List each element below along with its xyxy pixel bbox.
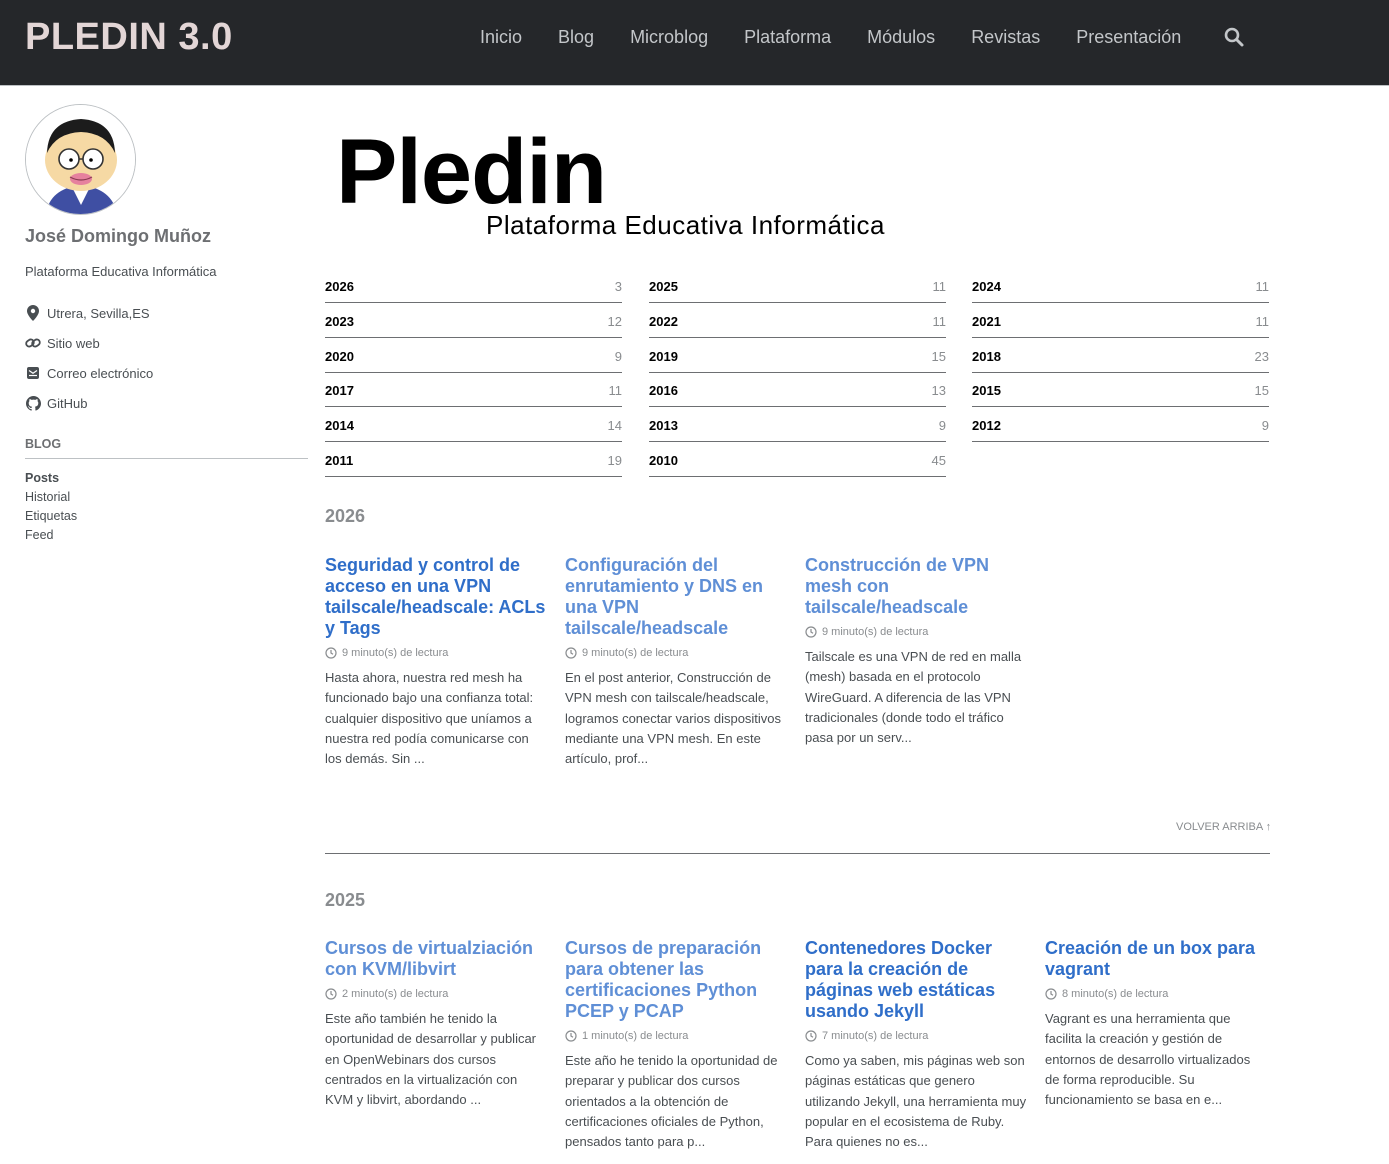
year-row[interactable] <box>325 268 622 303</box>
sidebar-blog-nav <box>25 469 308 545</box>
year-count: 11 <box>1255 313 1269 329</box>
year-label[interactable]: 2018 <box>972 348 1001 364</box>
year-label[interactable]: 2014 <box>325 418 354 434</box>
post-title-link[interactable]: Creación de un box para vagrant <box>1045 938 1256 979</box>
section-year-2025: 2025 <box>325 890 366 910</box>
section-year-2026: 2026 <box>325 506 366 526</box>
year-label[interactable]: 2023 <box>325 313 354 329</box>
year-count: 9 <box>938 418 946 434</box>
read-time: 2 minuto(s) de lectura <box>342 988 449 1000</box>
year-row[interactable] <box>972 338 1269 373</box>
author-email-label[interactable]: Correo electrónico <box>47 365 154 381</box>
post-title-link[interactable]: Cursos de virtualziación con KVM/libvirt <box>325 938 534 979</box>
year-count: 12 <box>607 313 622 329</box>
post-excerpt: Hasta ahora, nuestra red mesh ha funcionado bajo una confianza total: cualquier dispositivo que uníamos a nuestra red podía comunicarse con los demás. Sin ... <box>325 670 534 767</box>
pledin-logo <box>336 122 916 250</box>
author-github-link[interactable] <box>25 388 308 418</box>
search-icon[interactable] <box>1222 25 1246 49</box>
nav-presentacion[interactable]: Presentación <box>1076 27 1182 47</box>
year-row[interactable] <box>325 338 622 373</box>
year-label[interactable]: 2024 <box>972 279 1001 294</box>
nav-revistas[interactable]: Revistas <box>971 27 1041 47</box>
year-count: 11 <box>608 383 622 399</box>
author-email-link[interactable] <box>25 358 308 388</box>
nav-blog[interactable]: Blog <box>558 27 595 47</box>
back-to-top-link[interactable]: VOLVER ARRIBA ↑ <box>1176 821 1272 833</box>
year-row[interactable] <box>972 407 1269 442</box>
year-count: 3 <box>614 279 622 294</box>
post-title-link[interactable]: Contenedores Docker para la creación de páginas web estáticas usando Jekyll <box>805 938 996 1021</box>
site-title[interactable]: PLEDIN 3.0 <box>25 16 233 58</box>
year-count: 15 <box>1254 383 1269 399</box>
year-row[interactable] <box>649 442 946 477</box>
nav-modulos[interactable]: Módulos <box>867 27 936 47</box>
post-card <box>565 938 787 1152</box>
clock-icon <box>325 647 337 659</box>
clock-icon <box>325 988 337 1000</box>
link-icon <box>25 335 41 351</box>
post-title-link[interactable]: Construcción de VPN mesh con tailscale/headscale <box>805 555 990 617</box>
year-label[interactable]: 2022 <box>649 313 678 329</box>
post-meta <box>325 646 547 660</box>
author-github-label[interactable]: GitHub <box>47 395 88 411</box>
year-label[interactable]: 2012 <box>972 418 1001 434</box>
post-excerpt: En el post anterior, Construcción de VPN mesh con tailscale/headscale, logramos conectar varios dispositivos mediante una VPN mesh. En este artículo, prof... <box>565 670 782 767</box>
read-time: 9 minuto(s) de lectura <box>342 647 449 659</box>
year-count: 9 <box>614 348 622 364</box>
clock-icon <box>565 647 577 659</box>
sidebar-blog-title: BLOG <box>25 437 308 459</box>
year-label[interactable]: 2021 <box>972 313 1001 329</box>
github-icon <box>25 395 41 411</box>
read-time: 9 minuto(s) de lectura <box>822 626 929 638</box>
year-row[interactable] <box>325 372 622 407</box>
nav-inicio[interactable]: Inicio <box>480 27 523 47</box>
post-title-link[interactable]: Cursos de preparación para obtener las certificaciones Python PCEP y PCAP <box>565 938 762 1021</box>
post-card <box>325 555 547 769</box>
post-meta <box>565 1029 787 1043</box>
year-row[interactable] <box>325 442 622 477</box>
sidebar-item-feed[interactable]: Feed <box>25 528 54 542</box>
sidebar-item-historial[interactable]: Historial <box>25 490 71 504</box>
post-meta <box>565 646 787 660</box>
clock-icon <box>805 1030 817 1042</box>
post-card <box>565 555 787 769</box>
nav-microblog[interactable]: Microblog <box>630 27 709 47</box>
post-title-link[interactable]: Configuración del enrutamiento y DNS en una VPN tailscale/headscale <box>565 555 764 638</box>
year-count: 19 <box>607 453 622 468</box>
sidebar-item-etiquetas[interactable]: Etiquetas <box>25 509 78 523</box>
year-row[interactable] <box>325 407 622 442</box>
year-row[interactable] <box>649 372 946 407</box>
author-website-label[interactable]: Sitio web <box>47 335 100 351</box>
year-label[interactable]: 2025 <box>649 279 678 294</box>
read-time: 8 minuto(s) de lectura <box>1062 988 1169 1000</box>
year-row[interactable] <box>649 303 946 338</box>
post-meta <box>805 1029 1027 1043</box>
author-links <box>25 298 308 418</box>
year-row[interactable] <box>972 268 1269 303</box>
year-row[interactable] <box>325 303 622 338</box>
author-location <box>25 298 308 328</box>
post-excerpt: Tailscale es una VPN de red en malla (mesh) basada en el protocolo WireGuard. A diferencia de las VPN tradicionales (donde todo el tráfico pasa por un serv... <box>805 649 1022 746</box>
year-count: 11 <box>932 279 946 294</box>
clock-icon <box>1045 988 1057 1000</box>
year-count: 11 <box>932 313 946 329</box>
year-label[interactable]: 2010 <box>649 453 678 468</box>
author-location-label: Utrera, Sevilla,ES <box>47 305 150 321</box>
map-marker-icon <box>25 305 41 321</box>
logo-subtitle: Plataforma Educativa Informática <box>486 210 885 240</box>
post-meta <box>805 625 1027 639</box>
year-count: 11 <box>1255 279 1269 294</box>
post-meta <box>1045 987 1267 1001</box>
clock-icon <box>565 1030 577 1042</box>
year-label[interactable]: 2016 <box>649 383 678 399</box>
year-label[interactable]: 2011 <box>325 453 354 468</box>
year-label[interactable]: 2020 <box>325 348 354 364</box>
year-label[interactable]: 2017 <box>325 383 354 399</box>
post-title-link[interactable]: Seguridad y control de acceso en una VPN tailscale/headscale: ACLs y Tags <box>325 555 546 638</box>
year-row[interactable] <box>649 338 946 373</box>
year-row[interactable] <box>649 407 946 442</box>
nav-plataforma[interactable]: Plataforma <box>744 27 832 47</box>
clock-icon <box>805 626 817 638</box>
masthead <box>0 0 1389 86</box>
year-count: 9 <box>1261 418 1269 434</box>
author-name: José Domingo Muñoz <box>25 226 211 246</box>
envelope-icon <box>25 365 41 381</box>
year-label[interactable]: 2019 <box>649 348 678 364</box>
year-count: 23 <box>1254 348 1269 364</box>
year-row[interactable] <box>972 303 1269 338</box>
post-excerpt: Vagrant es una herramienta que facilita la creación y gestión de entornos de desarrollo virtualizados de forma reproducible. Su funcionamiento se basa en e... <box>1045 1011 1251 1108</box>
year-label[interactable]: 2013 <box>649 418 678 434</box>
post-meta <box>325 987 547 1001</box>
author-bio: Plataforma Educativa Informática <box>25 264 217 279</box>
read-time: 1 minuto(s) de lectura <box>582 1030 689 1042</box>
year-row[interactable] <box>972 372 1269 407</box>
year-count: 15 <box>931 348 946 364</box>
year-count: 45 <box>931 453 946 468</box>
author-website-link[interactable] <box>25 328 308 358</box>
post-card <box>1045 938 1267 1110</box>
year-count: 14 <box>607 418 622 434</box>
main-nav <box>462 26 1199 48</box>
year-count: 13 <box>931 383 946 399</box>
post-excerpt: Como ya saben, mis páginas web son páginas estáticas que genero utilizando Jekyll, una herramienta muy popular en el ecosistema de Ruby. Para quienes no es... <box>805 1053 1027 1150</box>
logo-title: Pledin <box>336 121 607 223</box>
post-excerpt: Este año también he tenido la oportunidad de desarrollar y publicar en OpenWebinars dos cursos centrados en la virtualización con KVM y libvirt, abordando ... <box>325 1011 537 1108</box>
year-row[interactable] <box>649 268 946 303</box>
post-card <box>325 938 547 1110</box>
post-excerpt: Este año he tenido la oportunidad de preparar y publicar dos cursos orientados a la obtención de certificaciones oficiales de Python, pensados tanto para p... <box>565 1053 778 1150</box>
post-card <box>805 938 1027 1152</box>
year-label[interactable]: 2015 <box>972 383 1001 399</box>
author-sidebar <box>25 104 308 545</box>
post-card <box>805 555 1027 748</box>
section-divider <box>325 853 1270 854</box>
avatar <box>25 104 136 215</box>
sidebar-item-posts[interactable]: Posts <box>25 471 60 485</box>
read-time: 7 minuto(s) de lectura <box>822 1030 929 1042</box>
year-label[interactable]: 2026 <box>325 279 354 294</box>
read-time: 9 minuto(s) de lectura <box>582 647 689 659</box>
